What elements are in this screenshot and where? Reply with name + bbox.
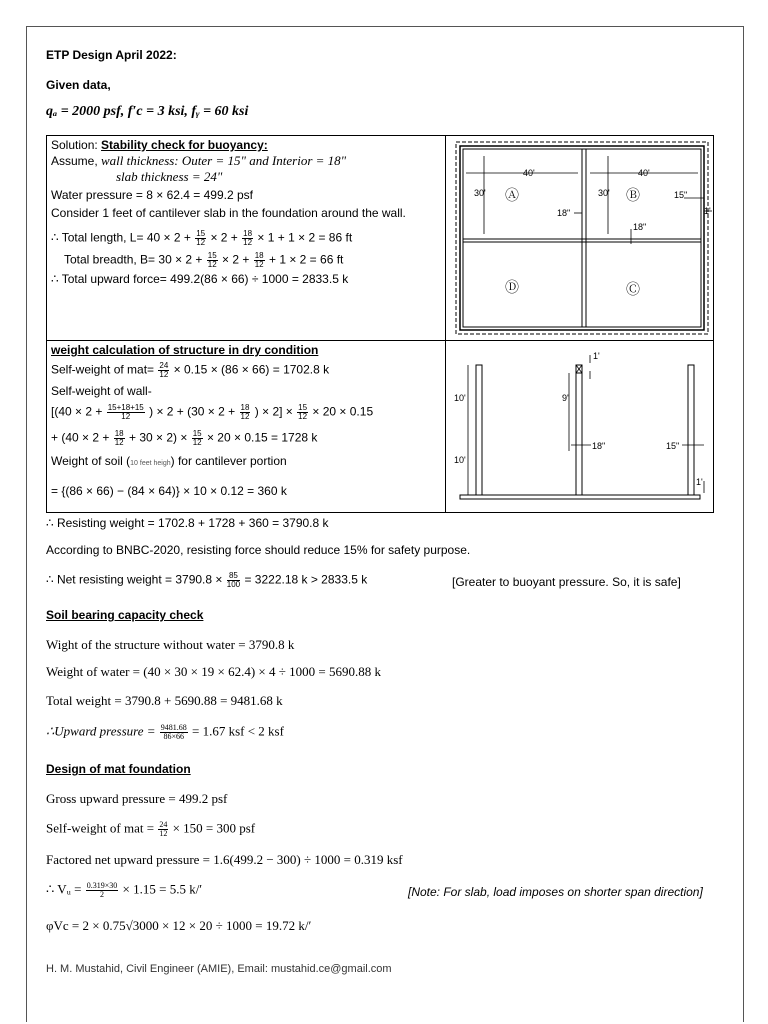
given-data-label: Given data, <box>46 78 111 92</box>
wall-self-weight-label: Self-weight of wall- <box>51 384 152 398</box>
total-length: ∴ Total length, L= 40 × 2 + $\frac{15}{12}$ × 2 + $\frac{18}{12}$ × 1 + 1 × 2 = 86 ft <box>51 229 353 247</box>
soil-weight-calc: = {(86 × 66) − (84 × 64)} × 10 × 0.12 = 360 k <box>51 484 287 498</box>
assume-line: Assume, wall thickness: Outer = 15" and Interior = 18" <box>51 153 347 168</box>
tank-a-label: Ⓐ <box>505 187 519 203</box>
dim-18a: 18" <box>557 208 571 218</box>
footer-author: H. M. Mustahid, Civil Engineer (AMIE), Email: mustahid.ce@gmail.com <box>46 963 392 975</box>
interior-wall <box>576 365 582 495</box>
dim-18b: 18" <box>633 222 647 232</box>
upward-pressure: ∴Upward pressure = $\frac{9481.68}{86\times 66}$ = 1.67 ksf < 2 ksf <box>46 723 284 741</box>
shear-vu: ∴ Vᵤ = $\frac{0.319\times 30}{2}$ × 1.15 = 5.5 k/′ <box>46 881 203 899</box>
tank-d-label: Ⓓ <box>505 279 519 295</box>
structure-weight: Wight of the structure without water = 3790.8 k <box>46 637 295 652</box>
mat-slab <box>460 495 700 499</box>
mat-self-weight: Self-weight of mat= $\frac{24}{12}$ × 0.15 × (86 × 66) = 1702.8 k <box>51 361 330 379</box>
height-9: 9' <box>562 393 569 403</box>
outer-wall-right <box>688 365 694 495</box>
given-params: qₐ = 2000 psf, f′c = 3 ksi, fᵧ = 60 ksi <box>46 104 249 119</box>
mat-self-weight-psf: Self-weight of mat = $\frac{24}{12}$ × 150 = 300 psf <box>46 820 256 838</box>
width-15: 15" <box>666 441 680 451</box>
phi-vc: φVc = 2 × 0.75√3000 × 12 × 20 ÷ 1000 = 19.72 k/′ <box>46 918 312 933</box>
soil-bearing-heading: Soil bearing capacity check <box>46 608 204 622</box>
soil-weight-label: Weight of soil (10 feet heigh) for cantilever portion <box>51 454 287 468</box>
buoyancy-heading: Stability check for buoyancy: <box>101 138 268 152</box>
assume-slab: slab thickness = 24" <box>116 169 223 184</box>
wall-calc-line1: [(40 × 2 + $\frac{15+18+15}{12}$ ) × 2 + (30 × 2 + $\frac{18}{12}$ ) × 2] × $\frac{15}{12}$ × 20 × 0.15 <box>51 403 374 421</box>
dim-15: 15" <box>674 190 688 200</box>
water-pressure: Water pressure = 8 × 62.4 = 499.2 psf <box>51 188 254 202</box>
tank-b-label: Ⓑ <box>626 187 640 203</box>
gross-upward-pressure: Gross upward pressure = 499.2 psf <box>46 791 228 806</box>
total-upward-force: ∴ Total upward force= 499.2(86 × 66) ÷ 1000 = 2833.5 k <box>51 272 349 286</box>
weight-heading: weight calculation of structure in dry condition <box>51 343 319 357</box>
bottom-1ft: 1' <box>696 477 703 487</box>
mat-design-heading: Design of mat foundation <box>46 762 191 776</box>
dim-40b: 40' <box>638 168 650 178</box>
width-18: 18" <box>592 441 606 451</box>
slab-note: [Note: For slab, load imposes on shorter span direction] <box>408 885 703 899</box>
solution-line: Solution: Stability check for buoyancy: <box>51 138 268 152</box>
dim-1: 1' <box>704 206 711 216</box>
doc-title: ETP Design April 2022: <box>46 48 177 62</box>
dim-40a: 40' <box>523 168 535 178</box>
total-weight: Total weight = 3790.8 + 5690.88 = 9481.68 k <box>46 693 283 708</box>
tank-c-label: Ⓒ <box>626 281 640 297</box>
net-resisting-note: [Greater to buoyant pressure. So, it is safe] <box>452 575 681 589</box>
dim-30b: 30' <box>598 188 610 198</box>
section-drawing <box>446 341 713 513</box>
factored-pressure: Factored net upward pressure = 1.6(499.2 − 300) ÷ 1000 = 0.319 ksf <box>46 852 403 867</box>
dim-30a: 30' <box>474 188 486 198</box>
height-10a: 10' <box>454 393 466 403</box>
wall-calc-line2: + (40 × 2 + $\frac{18}{12}$ + 30 × 2) × $\frac{15}{12}$ × 20 × 0.15 = 1728 k <box>51 429 318 447</box>
top-1ft: 1' <box>593 351 600 361</box>
outer-wall-left <box>476 365 482 495</box>
total-breadth: Total breadth, B= 30 × 2 + $\frac{15}{12}$ × 2 + $\frac{18}{12}$ + 1 × 2 = 66 ft <box>64 251 344 269</box>
consider-line: Consider 1 feet of cantilever slab in the foundation around the wall. <box>51 206 406 220</box>
net-resisting-weight: ∴ Net resisting weight = 3790.8 × $\frac{85}{100}$ = 3222.18 k > 2833.5 k <box>46 571 368 589</box>
bnbc-note: According to BNBC-2020, resisting force should reduce 15% for safety purpose. <box>46 543 471 557</box>
resisting-weight: ∴ Resisting weight = 1702.8 + 1728 + 360 = 3790.8 k <box>46 516 329 530</box>
plan-drawing <box>446 136 713 340</box>
water-weight: Weight of water = (40 × 30 × 19 × 62.4) × 4 ÷ 1000 = 5690.88 k <box>46 664 381 679</box>
height-10b: 10' <box>454 455 466 465</box>
